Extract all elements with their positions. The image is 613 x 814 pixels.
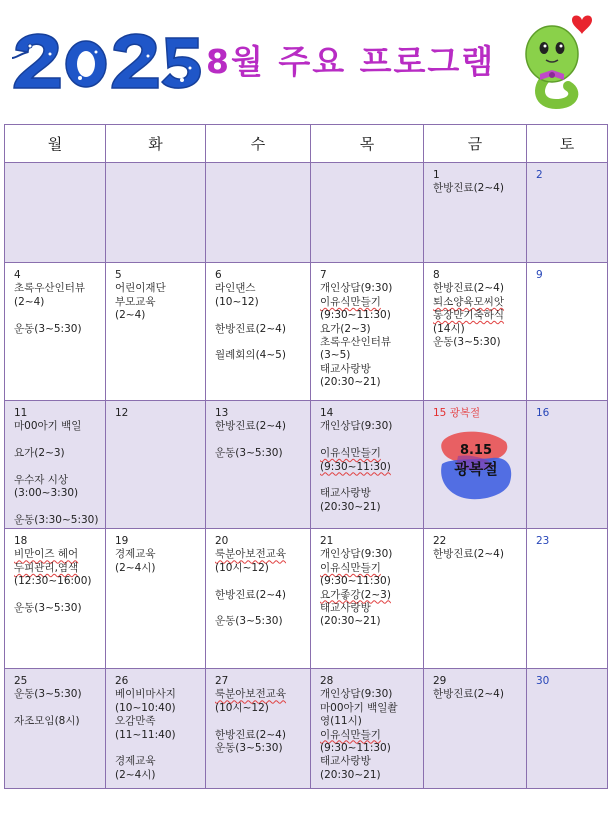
program-entry (433, 282, 521, 295)
program-entry (320, 702, 418, 715)
program-entry (215, 296, 305, 309)
program-text: (20:30~21) (320, 376, 381, 389)
program-text: 개인상담(9:30) (320, 688, 393, 701)
program-entry (215, 729, 305, 742)
program-entry (320, 296, 418, 309)
page-header (0, 0, 613, 118)
program-entry (215, 615, 305, 628)
program-entry (115, 688, 200, 701)
day-number: 4 (14, 269, 21, 281)
week-row (5, 529, 608, 669)
program-text: 요가(2~3) (14, 447, 65, 460)
day-cell (5, 263, 106, 401)
program-text: 경제교육 (115, 755, 156, 768)
program-entry (215, 548, 305, 561)
program-entry (320, 282, 418, 295)
spacer (320, 434, 418, 447)
spacer (14, 501, 100, 514)
program-entry (14, 282, 100, 295)
program-entry (320, 447, 418, 460)
program-entry (14, 715, 100, 728)
sticker-date: 8.15 (459, 443, 493, 458)
weekday-header-row (5, 125, 608, 163)
program-text: (10~12) (215, 295, 259, 308)
week-row (5, 669, 608, 789)
program-text: 우수자 시상 (14, 474, 69, 486)
program-text: 영(11시) (320, 715, 362, 728)
program-entry (14, 447, 100, 460)
day-number: 19 (115, 535, 129, 547)
program-entry (320, 548, 418, 561)
program-entry (320, 615, 418, 628)
program-text: 운동(3:30~5:30) (14, 514, 99, 527)
program-text: 태교사랑방 (320, 755, 371, 768)
snake-mascot-icon (522, 8, 600, 112)
day-cell (311, 401, 424, 529)
day-cell (527, 529, 608, 669)
program-text: 운동(3~5:30) (215, 447, 283, 460)
program-text: 한방진료(2~4) (215, 728, 286, 741)
program-entry (320, 461, 418, 474)
program-entry (320, 575, 418, 588)
day-number: 23 (536, 535, 550, 547)
year-2025-logo (10, 24, 202, 94)
program-text: 비만이즈 헤어 (14, 548, 79, 561)
day-number: 13 (215, 407, 229, 419)
program-entry (115, 715, 200, 728)
program-entry (115, 562, 200, 575)
calendar-body (5, 163, 608, 789)
program-entry (320, 602, 418, 615)
program-entry (115, 729, 200, 742)
program-text: 개인상담(9:30) (320, 282, 393, 295)
spacer (215, 309, 305, 322)
program-text: 베이비마사지 (115, 688, 176, 701)
day-number: 6 (215, 269, 222, 281)
day-cell (311, 529, 424, 669)
day-cell (424, 163, 527, 263)
program-text: 오감만족 (115, 715, 156, 728)
program-entry (320, 487, 418, 500)
day-number: 9 (536, 269, 543, 281)
program-entry (320, 323, 418, 336)
program-text: 초록우산인터뷰 (14, 282, 86, 295)
day-number: 22 (433, 535, 447, 547)
program-text: (3:00~3:30) (14, 487, 79, 500)
program-entry (14, 514, 100, 527)
weekday-fri: 금 (424, 125, 527, 163)
program-entry (115, 702, 200, 715)
program-entry (14, 323, 100, 336)
day-cell (424, 669, 527, 789)
program-entry (14, 562, 100, 575)
program-entry (433, 323, 521, 336)
program-entry (320, 309, 418, 322)
program-entry (215, 282, 305, 295)
program-entry (115, 769, 200, 782)
day-cell (106, 163, 206, 263)
program-text: 마00아기 백일 (14, 420, 82, 433)
program-text: 한방진료(2~4) (433, 282, 504, 295)
page-title: 8월 주요 프로그램 (206, 42, 496, 81)
program-entry (215, 589, 305, 602)
day-number: 7 (320, 269, 327, 281)
day-cell (527, 401, 608, 529)
day-number: 25 (14, 675, 28, 687)
week-row (5, 401, 608, 529)
program-text: 마00아기 백일촬 (320, 701, 398, 714)
program-text: 한방진료(2~4) (433, 182, 504, 195)
day-cell (311, 163, 424, 263)
day-number: 12 (115, 407, 129, 419)
program-entry (215, 323, 305, 336)
day-number: 29 (433, 675, 447, 687)
program-entry (320, 501, 418, 514)
program-text: (10~10:40) (115, 701, 176, 714)
spacer (14, 434, 100, 447)
program-text: 라인댄스 (215, 282, 256, 295)
weekday-sat: 토 (527, 125, 608, 163)
program-text: 운동(3~5:30) (14, 322, 82, 335)
day-number: 30 (536, 675, 550, 687)
spacer (215, 602, 305, 615)
program-text: (20:30~21) (320, 768, 381, 781)
program-text: 이유식만들기 (320, 728, 381, 741)
program-entry (320, 589, 418, 602)
day-number: 15 광복절 (433, 407, 481, 419)
program-text: 경제교육 (115, 548, 156, 561)
program-entry (433, 182, 521, 195)
program-text: (3~5) (320, 349, 351, 362)
day-cell (424, 529, 527, 669)
program-entry (433, 309, 521, 322)
program-entry (14, 474, 100, 487)
program-entry (215, 420, 305, 433)
program-text: (2~4시) (115, 561, 156, 574)
day-number: 27 (215, 675, 229, 687)
program-entry (320, 755, 418, 768)
weekday-tue: 화 (106, 125, 206, 163)
program-text: 자조모임(8시) (14, 715, 80, 728)
day-cell (5, 401, 106, 529)
day-cell (206, 401, 311, 529)
program-entry (433, 296, 521, 309)
program-text: 한방진료(2~4) (433, 548, 504, 561)
program-entry (215, 349, 305, 362)
weekday-thu: 목 (311, 125, 424, 163)
day-cell (206, 529, 311, 669)
program-entry (320, 376, 418, 389)
day-number: 16 (536, 407, 550, 419)
program-text: 요가좋강(2~3) (320, 588, 391, 601)
spacer (14, 309, 100, 322)
program-entry (320, 562, 418, 575)
program-text: 운동(3~5:30) (14, 688, 82, 701)
program-text: 이유식만들기 (320, 447, 381, 460)
day-number: 28 (320, 675, 334, 687)
program-entry (115, 548, 200, 561)
day-cell (527, 263, 608, 401)
day-cell (5, 669, 106, 789)
program-text: 한방진료(2~4) (433, 688, 504, 701)
program-text: 운동(3~5:30) (215, 615, 283, 628)
program-entry (320, 349, 418, 362)
day-number: 20 (215, 535, 229, 547)
program-text: 개인상담(9:30) (320, 420, 393, 433)
program-text: (9:30~11:30) (320, 309, 391, 322)
program-entry (14, 548, 100, 561)
program-entry (320, 742, 418, 755)
day-cell (527, 163, 608, 263)
program-entry (115, 296, 200, 309)
program-entry (433, 548, 521, 561)
day-cell (106, 401, 206, 529)
program-text: 퇴소양육모씨앗 (433, 295, 505, 308)
day-number: 21 (320, 535, 334, 547)
day-cell (206, 163, 311, 263)
day-number: 11 (14, 407, 28, 419)
spacer (215, 575, 305, 588)
program-text: (14시) (433, 322, 465, 335)
program-text: 이유식만들기 (320, 561, 381, 574)
program-text: 통장만기축하식 (433, 309, 505, 322)
week-row (5, 263, 608, 401)
program-entry (433, 336, 521, 349)
day-number: 1 (433, 169, 440, 181)
program-text: 룩분아보전교육 (215, 548, 287, 561)
program-text: 요가(2~3) (320, 322, 371, 335)
program-entry (320, 688, 418, 701)
program-text: (12:30~16:00) (14, 575, 92, 588)
program-text: (11~11:40) (115, 728, 176, 741)
liberation-day-sticker (436, 428, 514, 502)
program-text: 태교사랑방 (320, 362, 371, 375)
day-cell (311, 263, 424, 401)
spacer (215, 715, 305, 728)
program-text: 월례회의(4~5) (215, 349, 286, 362)
day-number: 18 (14, 535, 28, 547)
program-text: 이유식만들기 (320, 295, 381, 308)
program-text: 태교사랑방 (320, 602, 371, 615)
day-cell (206, 263, 311, 401)
spacer (14, 589, 100, 602)
program-entry (320, 729, 418, 742)
program-entry (14, 688, 100, 701)
program-text: (2~4시) (115, 768, 156, 781)
program-entry (215, 702, 305, 715)
program-entry (14, 420, 100, 433)
spacer (320, 474, 418, 487)
spacer (215, 336, 305, 349)
program-entry (14, 602, 100, 615)
program-text: 한방진료(2~4) (215, 588, 286, 601)
day-number: 26 (115, 675, 129, 687)
weekday-mon: 월 (5, 125, 106, 163)
program-text: 한방진료(2~4) (215, 322, 286, 335)
program-text: (2~4) (115, 309, 146, 322)
day-cell (106, 529, 206, 669)
program-entry (215, 447, 305, 460)
program-text: 운동(3~5:30) (433, 336, 501, 349)
program-entry (14, 296, 100, 309)
program-text: (9:30~11:30) (320, 575, 391, 588)
day-cell (5, 529, 106, 669)
program-entry (115, 755, 200, 768)
weekday-wed: 수 (206, 125, 311, 163)
program-text: 운동(3~5:30) (14, 602, 82, 615)
program-entry (215, 742, 305, 755)
program-entry (320, 336, 418, 349)
program-entry (215, 562, 305, 575)
program-text: 개인상담(9:30) (320, 548, 393, 561)
day-cell (5, 163, 106, 263)
program-entry (14, 487, 100, 500)
program-text: (20:30~21) (320, 500, 381, 513)
program-text: (20:30~21) (320, 615, 381, 628)
program-text: 룩분아보전교육 (215, 688, 287, 701)
program-entry (320, 715, 418, 728)
program-entry (433, 688, 521, 701)
day-cell (106, 263, 206, 401)
sticker-label: 광복절 (454, 460, 498, 478)
day-number: 8 (433, 269, 440, 281)
day-cell (106, 669, 206, 789)
program-text: (10시~12) (215, 701, 269, 714)
spacer (215, 434, 305, 447)
week-row (5, 163, 608, 263)
program-entry (14, 575, 100, 588)
program-entry (320, 420, 418, 433)
program-text: 부모교육 (115, 295, 156, 308)
program-text: 어린이재단 (115, 282, 166, 295)
monthly-calendar (4, 124, 608, 789)
day-cell (527, 669, 608, 789)
spacer (14, 702, 100, 715)
program-text: 한방진료(2~4) (215, 420, 286, 433)
day-cell (424, 263, 527, 401)
program-text: (10시~12) (215, 561, 269, 574)
program-text: 운동(3~5:30) (215, 742, 283, 755)
day-number: 2 (536, 169, 543, 181)
program-text: (9:30~11:30) (320, 742, 391, 755)
program-entry (320, 769, 418, 782)
day-cell (206, 669, 311, 789)
spacer (14, 461, 100, 474)
program-entry (115, 282, 200, 295)
program-text: (9:30~11:30) (320, 460, 391, 473)
program-entry (215, 688, 305, 701)
program-entry (115, 309, 200, 322)
program-text: 태교사랑방 (320, 487, 371, 500)
day-number: 5 (115, 269, 122, 281)
program-entry (320, 363, 418, 376)
program-text: 초록우산인터뷰 (320, 336, 392, 349)
day-cell (311, 669, 424, 789)
spacer (115, 742, 200, 755)
day-number: 14 (320, 407, 334, 419)
program-text: 두피관리,염색 (14, 561, 79, 574)
program-text: (2~4) (14, 295, 45, 308)
